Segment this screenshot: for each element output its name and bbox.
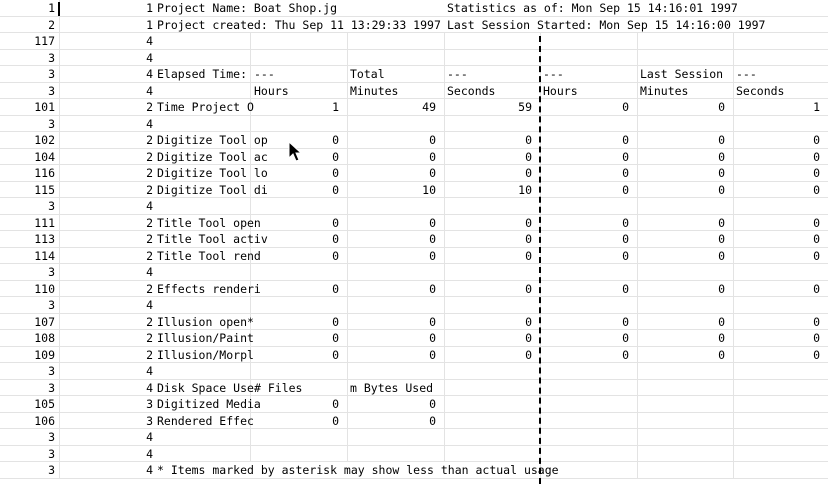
cell-col2[interactable]: Project created: Thu Sep 11 13:29:33 1997 [157, 17, 441, 32]
cell-col7[interactable]: 0 [638, 215, 734, 232]
cell-col4[interactable] [348, 50, 445, 67]
cell-col2[interactable]: Disk Space Use [157, 380, 254, 395]
cell-col7[interactable] [638, 297, 734, 314]
cell-col5[interactable]: 10 [445, 182, 541, 199]
cell-col6[interactable]: 0 [541, 215, 638, 232]
cell-col2[interactable]: Illusion/Paint [157, 331, 254, 345]
cell-col3[interactable] [252, 198, 348, 215]
cell-col2[interactable]: * Items marked by asterisk may show less than actual usage [157, 463, 559, 477]
cell-col1[interactable]: 3 [146, 397, 153, 411]
cell-col5[interactable]: 0 [445, 149, 541, 166]
cell-col7[interactable] [638, 413, 734, 430]
table-row[interactable] [0, 347, 828, 364]
cell-col8[interactable]: 0 [813, 232, 820, 246]
cell-col4[interactable]: 0 [348, 314, 445, 331]
cell-col4[interactable] [348, 264, 445, 281]
cell-col4[interactable]: 0 [348, 132, 445, 149]
cell-col0[interactable]: 115 [0, 182, 60, 199]
cell-col0[interactable]: 102 [0, 132, 60, 149]
table-row[interactable] [0, 363, 828, 380]
cell-col8[interactable]: 0 [813, 215, 820, 230]
cell-col8[interactable] [734, 264, 828, 281]
cell-col1[interactable]: 4 [146, 199, 153, 213]
cell-col3[interactable] [252, 297, 348, 314]
arrow-cursor-icon [288, 141, 304, 163]
cell-col6[interactable]: 0 [541, 99, 638, 116]
cell-col6[interactable] [541, 297, 638, 314]
cell-col3[interactable] [252, 363, 348, 380]
table-row[interactable] [0, 264, 828, 281]
cell-col3[interactable]: 0 [252, 330, 348, 347]
cell-col3[interactable]: 1 [252, 99, 348, 116]
cell-col4[interactable]: 0 [348, 215, 445, 232]
cell-col5[interactable] [445, 116, 541, 133]
cell-col2[interactable] [157, 116, 251, 133]
cell-col7[interactable] [638, 198, 734, 215]
cell-col1[interactable]: 4 [146, 364, 153, 378]
cell-col2[interactable]: Digitize Tool op [157, 133, 268, 147]
cell-col4[interactable] [348, 446, 445, 463]
cell-col6[interactable] [541, 413, 638, 430]
cell-col2[interactable]: Digitize Tool lo [157, 166, 268, 180]
selection-marker [58, 2, 66, 16]
cell-col4[interactable]: 0 [348, 281, 445, 298]
cell-col3[interactable]: 0 [252, 396, 348, 413]
cell-col5[interactable] [445, 446, 541, 463]
table-row[interactable] [0, 165, 828, 182]
table-row[interactable] [0, 413, 828, 430]
table-row[interactable] [0, 429, 828, 446]
cell-col5[interactable] [445, 429, 541, 446]
cell-col3[interactable]: 0 [252, 347, 348, 364]
cell-col7[interactable] [638, 396, 734, 413]
cell-col0[interactable]: 3 [0, 66, 60, 83]
cell-col5[interactable]: 0 [445, 330, 541, 347]
cell-col1[interactable]: 2 [146, 314, 153, 329]
cell-col5[interactable] [445, 363, 541, 380]
cell-col8[interactable]: 0 [813, 149, 820, 164]
cell-col2[interactable]: Title Tool activ [157, 232, 268, 246]
cell-col2[interactable] [157, 429, 251, 446]
cell-col2[interactable] [157, 33, 251, 50]
cell-col6[interactable]: 0 [541, 182, 638, 199]
table-row[interactable] [0, 149, 828, 166]
cell-col8[interactable]: 0 [813, 347, 820, 362]
cell-col1[interactable]: 2 [146, 281, 153, 296]
cell-col0[interactable]: 111 [0, 215, 60, 232]
cell-col8[interactable] [734, 363, 828, 380]
cell-col7[interactable] [638, 33, 734, 50]
cell-col5[interactable]: 0 [445, 248, 541, 265]
cell-col8[interactable]: 0 [813, 248, 820, 263]
cell-col4[interactable]: 0 [348, 396, 445, 413]
cell-col0[interactable]: 114 [0, 248, 60, 265]
cell-col8[interactable] [734, 380, 828, 397]
cell-col2[interactable]: Time Project O [157, 100, 254, 114]
cell-col6[interactable]: 0 [541, 132, 638, 149]
cell-col4[interactable] [348, 33, 445, 50]
cell-col5[interactable]: 0 [445, 215, 541, 232]
cell-col3[interactable]: 0 [252, 413, 348, 430]
cell-col0[interactable]: 3 [0, 50, 60, 67]
cell-col2[interactable]: Rendered Effec [157, 413, 254, 428]
cell-col0[interactable]: 107 [0, 314, 60, 331]
cell-col5[interactable] [445, 50, 541, 67]
cell-col0[interactable]: 3 [0, 462, 60, 479]
cell-col3[interactable]: # Files [252, 380, 348, 397]
cell-col1[interactable]: 1 [146, 1, 153, 15]
cell-col5[interactable]: 0 [445, 281, 541, 298]
cell-col0[interactable]: 3 [0, 264, 60, 281]
table-row[interactable] [0, 116, 828, 133]
cell-col2[interactable]: Title Tool open [157, 215, 261, 230]
cell-col3[interactable]: 0 [252, 165, 348, 182]
cell-col2[interactable]: Title Tool rend [157, 248, 261, 263]
cell-col8[interactable] [734, 198, 828, 215]
cell-col6[interactable] [541, 50, 638, 67]
cell-col5[interactable]: 0 [445, 314, 541, 331]
cell-col6[interactable]: 0 [541, 314, 638, 331]
cell-col8[interactable]: 0 [813, 281, 820, 296]
cell-col4[interactable]: 0 [348, 248, 445, 265]
cell-col0[interactable]: 3 [0, 116, 60, 133]
cell-col1[interactable]: 2 [146, 133, 153, 147]
table-row[interactable] [0, 132, 828, 149]
cell-col3[interactable]: 0 [252, 248, 348, 265]
cell-col0[interactable]: 3 [0, 380, 60, 397]
table-row[interactable] [0, 396, 828, 413]
cell-col7[interactable] [638, 380, 734, 397]
cell-col0[interactable]: 109 [0, 347, 60, 364]
cell-col3[interactable] [252, 446, 348, 463]
cell-col2[interactable] [157, 446, 251, 463]
cell-col2[interactable]: Effects renderi [157, 281, 261, 296]
cell-col5[interactable] [445, 33, 541, 50]
table-row[interactable] [0, 297, 828, 314]
table-row[interactable] [0, 215, 828, 232]
cell-col3[interactable]: 0 [252, 215, 348, 232]
cell-col7[interactable]: 0 [638, 248, 734, 265]
cell-col1[interactable]: 4 [146, 463, 153, 477]
cell-col1[interactable]: 4 [146, 116, 153, 131]
cell-col7[interactable]: 0 [638, 231, 734, 248]
cell-col6[interactable] [541, 33, 638, 50]
cell-col8[interactable] [734, 446, 828, 463]
cell-col8[interactable]: 1 [813, 100, 820, 114]
cell-col0[interactable]: 108 [0, 330, 60, 347]
cell-col2[interactable] [157, 83, 251, 100]
cell-col4[interactable]: Minutes [348, 83, 445, 100]
cell-col4[interactable]: 0 [348, 347, 445, 364]
cell-col6[interactable]: 0 [541, 330, 638, 347]
table-row[interactable] [0, 83, 828, 100]
cell-col0[interactable]: 3 [0, 363, 60, 380]
cell-col6[interactable] [541, 198, 638, 215]
cell-col7[interactable]: 0 [638, 330, 734, 347]
cell-col2[interactable]: Digitize Tool ac [157, 149, 268, 164]
cell-col2[interactable]: Elapsed Time: [157, 66, 251, 83]
table-row[interactable] [0, 330, 828, 347]
cell-col0[interactable]: 116 [0, 165, 60, 182]
table-row[interactable] [0, 17, 828, 34]
cell-col6[interactable]: --- [541, 66, 638, 83]
cell-col8[interactable]: 0 [813, 166, 820, 180]
cell-col5[interactable]: Statistics as of: Mon Sep 15 14:16:01 1997 [447, 1, 738, 15]
cell-col1[interactable]: 2 [146, 331, 153, 345]
cell-col1[interactable]: 4 [146, 298, 153, 312]
cell-col8[interactable] [734, 33, 828, 50]
cell-col0[interactable]: 3 [0, 446, 60, 463]
cell-col8[interactable] [734, 396, 828, 413]
cell-col0[interactable]: 101 [0, 99, 60, 116]
cell-col8[interactable] [734, 413, 828, 430]
cell-col1[interactable]: 2 [146, 166, 153, 180]
cell-col5[interactable]: --- [445, 66, 541, 83]
cell-col5[interactable] [445, 198, 541, 215]
cell-col4[interactable]: m Bytes Used [348, 380, 445, 397]
cell-col7[interactable]: Minutes [638, 83, 734, 100]
cell-col1[interactable]: 2 [146, 248, 153, 263]
cell-col2[interactable] [157, 297, 251, 314]
cell-col6[interactable]: 0 [541, 149, 638, 166]
cell-col8[interactable]: 0 [813, 314, 820, 329]
cell-col8[interactable]: 0 [813, 182, 820, 197]
cell-col1[interactable]: 4 [146, 50, 153, 65]
cell-col1[interactable]: 4 [146, 265, 153, 279]
cell-col6[interactable] [541, 380, 638, 397]
cell-col3[interactable]: 0 [252, 281, 348, 298]
cell-col0[interactable]: 1 [0, 0, 60, 17]
cell-col5[interactable] [445, 297, 541, 314]
cell-col7[interactable] [638, 363, 734, 380]
cell-col0[interactable]: 105 [0, 396, 60, 413]
cell-col2[interactable] [157, 264, 251, 281]
cell-col1[interactable]: 2 [146, 100, 153, 114]
cell-col7[interactable] [638, 116, 734, 133]
cell-col5[interactable] [445, 380, 541, 397]
table-row[interactable] [0, 231, 828, 248]
cell-col5[interactable]: Last Session Started: Mon Sep 15 14:16:00 1997 [447, 17, 766, 32]
cell-col7[interactable]: 0 [638, 347, 734, 364]
cell-col2[interactable]: Illusion/Morpl [157, 347, 254, 362]
cell-col5[interactable]: Seconds [445, 83, 541, 100]
cell-col2[interactable]: Digitized Media [157, 397, 261, 411]
cell-col1[interactable]: 4 [146, 83, 153, 98]
cell-col4[interactable] [348, 116, 445, 133]
table-row[interactable] [0, 0, 828, 17]
cell-col5[interactable]: 0 [445, 231, 541, 248]
cell-col1[interactable]: 2 [146, 232, 153, 246]
cell-col6[interactable]: 0 [541, 231, 638, 248]
cell-col7[interactable]: 0 [638, 165, 734, 182]
cell-col4[interactable]: 10 [348, 182, 445, 199]
cell-col8[interactable] [734, 297, 828, 314]
cell-col3[interactable] [252, 264, 348, 281]
cell-col5[interactable] [445, 413, 541, 430]
cell-col1[interactable]: 2 [146, 215, 153, 230]
cell-col6[interactable]: 0 [541, 248, 638, 265]
cell-col4[interactable] [348, 429, 445, 446]
cell-col0[interactable]: 106 [0, 413, 60, 430]
cell-col6[interactable]: 0 [541, 281, 638, 298]
cell-col7[interactable]: Last Session [638, 66, 734, 83]
cell-col8[interactable]: --- [736, 67, 757, 81]
cell-col7[interactable] [638, 446, 734, 463]
table-row[interactable] [0, 182, 828, 199]
cell-col3[interactable]: 0 [252, 182, 348, 199]
cell-col4[interactable]: 0 [348, 413, 445, 430]
table-row[interactable] [0, 198, 828, 215]
cell-col3[interactable]: 0 [252, 314, 348, 331]
table-row[interactable] [0, 248, 828, 265]
cell-col8[interactable] [734, 462, 828, 479]
cell-col5[interactable]: 59 [445, 99, 541, 116]
cell-col6[interactable]: Hours [541, 83, 638, 100]
table-row[interactable] [0, 33, 828, 50]
cell-col1[interactable]: 4 [146, 34, 153, 48]
cell-col5[interactable]: 0 [445, 132, 541, 149]
cell-col5[interactable] [445, 396, 541, 413]
cell-col6[interactable]: 0 [541, 165, 638, 182]
cell-col4[interactable]: 49 [348, 99, 445, 116]
cell-col7[interactable]: 0 [638, 314, 734, 331]
cell-col8[interactable]: 0 [813, 133, 820, 147]
cell-col3[interactable]: 0 [252, 149, 348, 166]
cell-col2[interactable] [157, 363, 251, 380]
cell-col3[interactable]: Hours [252, 83, 348, 100]
cell-col4[interactable] [348, 198, 445, 215]
table-row[interactable] [0, 446, 828, 463]
cell-col6[interactable] [541, 429, 638, 446]
table-row[interactable] [0, 380, 828, 397]
cell-col7[interactable] [638, 429, 734, 446]
table-row[interactable] [0, 281, 828, 298]
cell-col4[interactable]: 0 [348, 330, 445, 347]
cell-col0[interactable]: 3 [0, 198, 60, 215]
cell-col1[interactable]: 1 [146, 17, 153, 32]
cell-col5[interactable] [445, 264, 541, 281]
cell-col4[interactable]: 0 [348, 165, 445, 182]
page-break-line [539, 36, 541, 484]
cell-col7[interactable]: 0 [638, 281, 734, 298]
cell-col8[interactable] [734, 50, 828, 67]
cell-col4[interactable] [348, 297, 445, 314]
cell-col1[interactable]: 2 [146, 347, 153, 362]
cell-col2[interactable]: Project Name: Boat Shop.jg [157, 1, 338, 15]
table-row[interactable] [0, 66, 828, 83]
cell-col3[interactable]: 0 [252, 132, 348, 149]
table-row[interactable] [0, 462, 828, 479]
cell-col7[interactable]: 0 [638, 99, 734, 116]
cell-col1[interactable]: 2 [146, 149, 153, 164]
cell-col4[interactable]: 0 [348, 231, 445, 248]
cell-col7[interactable]: 0 [638, 149, 734, 166]
cell-col3[interactable]: --- [252, 66, 348, 83]
table-row[interactable] [0, 50, 828, 67]
cell-col4[interactable]: 0 [348, 149, 445, 166]
cell-col6[interactable] [541, 116, 638, 133]
cell-col8[interactable] [734, 429, 828, 446]
cell-col7[interactable] [638, 462, 734, 479]
cell-col1[interactable]: 4 [146, 67, 153, 81]
cell-col1[interactable]: 4 [146, 380, 153, 395]
cell-col0[interactable]: 104 [0, 149, 60, 166]
cell-col2[interactable]: Illusion open* [157, 314, 254, 329]
cell-col3[interactable] [252, 50, 348, 67]
table-row[interactable] [0, 314, 828, 331]
cell-col3[interactable]: 0 [252, 231, 348, 248]
cell-col0[interactable]: 3 [0, 297, 60, 314]
cell-col4[interactable] [348, 363, 445, 380]
cell-col6[interactable] [541, 264, 638, 281]
cell-col0[interactable]: 117 [0, 33, 60, 50]
cell-col2[interactable] [157, 198, 251, 215]
cell-col0[interactable]: 3 [0, 83, 60, 100]
cell-col1[interactable]: 2 [146, 182, 153, 197]
cell-col6[interactable] [541, 446, 638, 463]
cell-col8[interactable]: 0 [813, 331, 820, 345]
cell-col6[interactable]: 0 [541, 347, 638, 364]
table-row[interactable] [0, 99, 828, 116]
cell-col6[interactable] [541, 363, 638, 380]
cell-col1[interactable]: 3 [146, 413, 153, 428]
cell-col7[interactable] [638, 264, 734, 281]
cell-col6[interactable] [541, 396, 638, 413]
cell-col5[interactable]: 0 [445, 347, 541, 364]
cell-col3[interactable] [252, 116, 348, 133]
cell-col3[interactable] [252, 429, 348, 446]
cell-col0[interactable]: 113 [0, 231, 60, 248]
cell-col7[interactable]: 0 [638, 132, 734, 149]
cell-col3[interactable] [252, 33, 348, 50]
cell-col2[interactable]: Digitize Tool di [157, 182, 268, 197]
cell-col0[interactable]: 3 [0, 429, 60, 446]
cell-col2[interactable] [157, 50, 251, 67]
cell-col0[interactable]: 2 [0, 17, 60, 34]
cell-col1[interactable]: 4 [146, 430, 153, 444]
cell-col1[interactable]: 4 [146, 446, 153, 461]
cell-col5[interactable]: 0 [445, 165, 541, 182]
cell-col7[interactable] [638, 50, 734, 67]
cell-col8[interactable]: Seconds [736, 83, 785, 98]
cell-col0[interactable]: 110 [0, 281, 60, 298]
cell-col4[interactable]: Total [348, 66, 445, 83]
cell-col8[interactable] [734, 116, 828, 133]
cell-col7[interactable]: 0 [638, 182, 734, 199]
